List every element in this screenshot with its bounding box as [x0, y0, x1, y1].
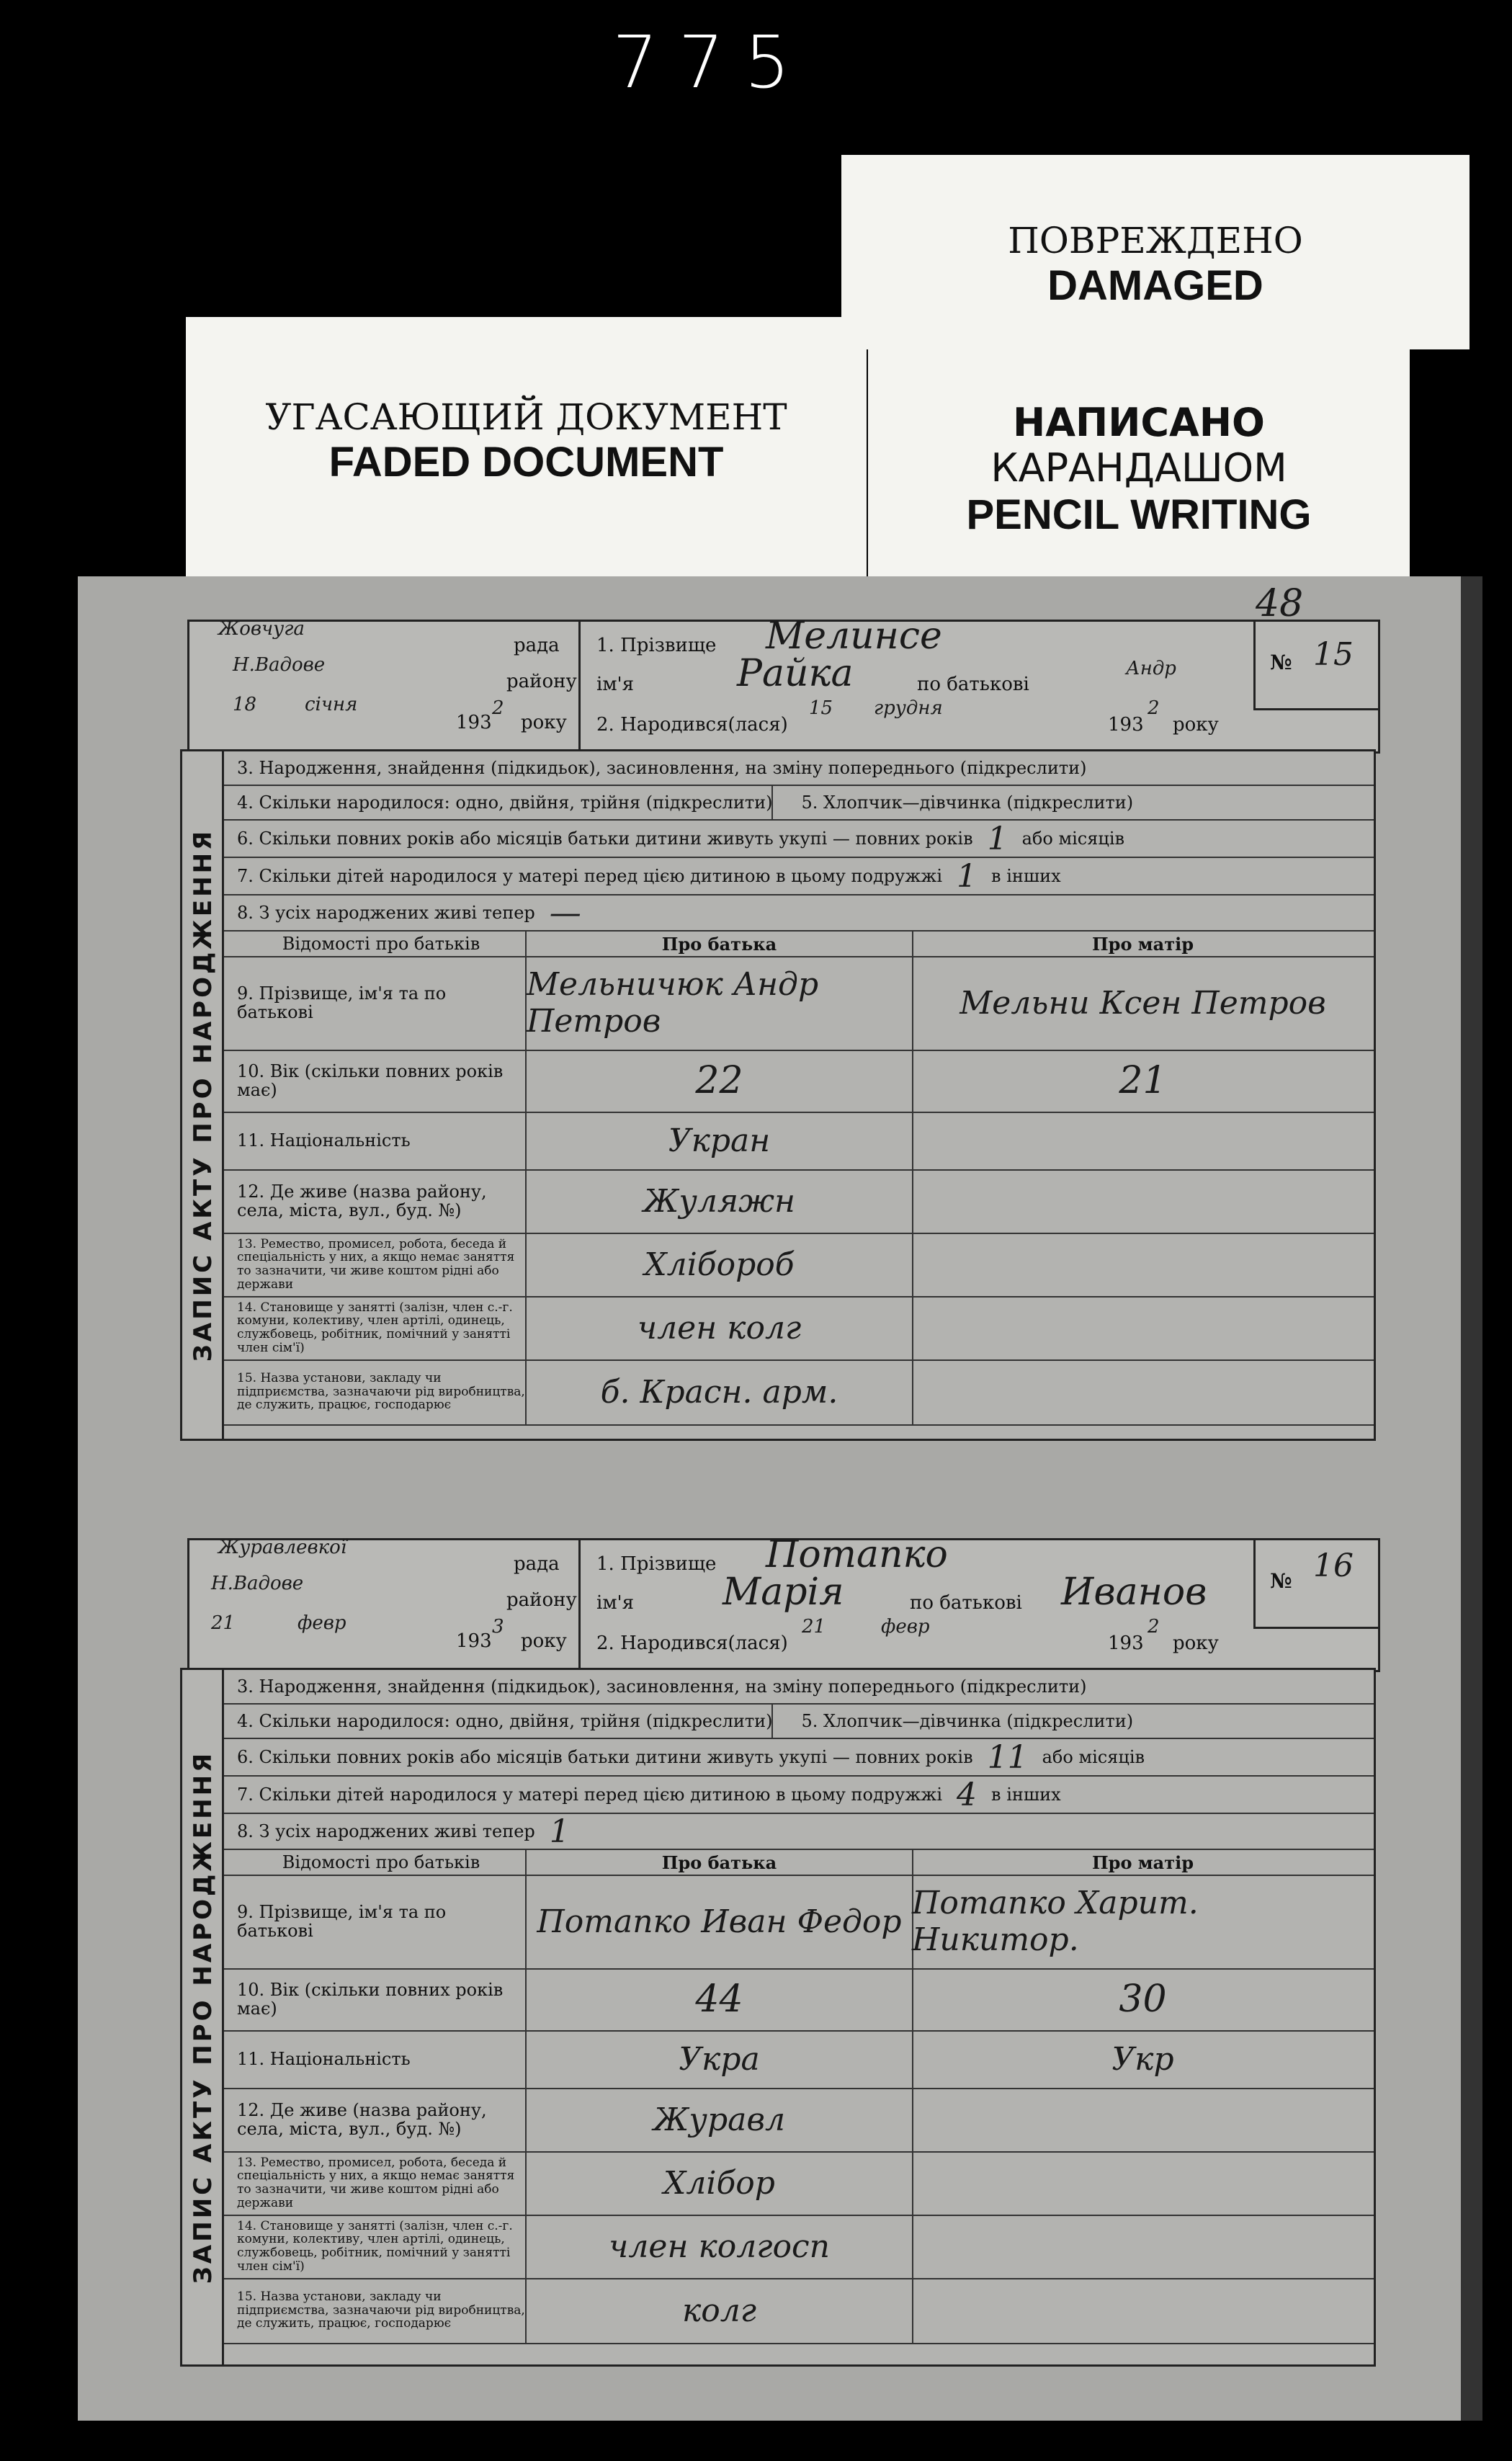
r1-parents-header: Відомості про батьків Про батька Про матір	[224, 932, 1374, 957]
r2-name-label: ім'я	[596, 1592, 635, 1614]
r2-name-value: Марія	[723, 1571, 844, 1614]
r2-number-value: 16	[1313, 1547, 1354, 1584]
r1-corner-number: 48	[1256, 582, 1304, 625]
r1-fields	[222, 749, 1376, 1441]
r1-side-title: ЗАПИС АКТУ ПРО НАРОДЖЕННЯ	[180, 749, 226, 1441]
r1-row7: 7. Скільки дітей народилося у матері перед цією дитиною в цьому подружжі 1 в інших	[224, 858, 1374, 895]
r2-date-month: февр	[298, 1612, 346, 1634]
r2-roku-label: року	[521, 1630, 567, 1652]
r2-year-prefix: 193	[456, 1630, 492, 1652]
r1-born-label: 2. Народився(лася)	[596, 714, 788, 736]
r1-year: 2	[492, 697, 504, 719]
r1-number-label: №	[1270, 651, 1292, 674]
r1-patronymic-label: по батькові	[917, 674, 1029, 695]
r2-rayonu-value: Н.Вадове	[211, 1573, 304, 1594]
r1-born-roku: року	[1173, 714, 1219, 736]
r1-row11: 11. Національність Укран	[224, 1112, 1374, 1171]
r1-surname-label: 1. Прізвище	[596, 635, 717, 656]
r1-row13: 13. Ремество, промисел, робота, беседа й спеціальність у них, а якщо немає заняття то зазначити, чи живе коштом рідні або держави Хлібороб	[224, 1233, 1374, 1298]
r2-born-day: 21	[802, 1616, 826, 1638]
r1-rayonu-value: Н.Вадове	[233, 654, 326, 676]
r2-number-label: №	[1270, 1569, 1292, 1593]
r1-patronymic-value: Андр	[1126, 658, 1176, 679]
r1-name-label: ім'я	[596, 674, 635, 695]
r1-name-value: Райка	[737, 652, 854, 695]
damaged-label	[841, 155, 1469, 349]
r1-rada-value: Жовчуга	[218, 618, 305, 640]
r2-row14: 14. Становище у занятті (залізн, член с.-г. комуни, колективу, член артілі, одинець, службовець, робітник, помічний у занятті член сім'ї) член колгосп	[224, 2215, 1374, 2279]
r2-born-year-prefix: 193	[1108, 1633, 1144, 1654]
birth-record-1	[108, 582, 1376, 1441]
r2-parents-header: Відомості про батьків Про батька Про матір	[224, 1850, 1374, 1876]
r2-rayonu-label: району	[506, 1589, 577, 1611]
r1-born-year-prefix: 193	[1108, 714, 1144, 736]
birth-record-2	[108, 1533, 1376, 2367]
faded-label-ru: УГАСАЮЩИЙ ДОКУМЕНТ	[265, 396, 787, 438]
r1-roku-label: року	[521, 712, 567, 733]
r2-surname-value: Потапко	[766, 1533, 948, 1576]
r1-row3: 3. Народження, знайдення (підкидьок), засиновлення, на зміну попереднього (підкреслити)	[224, 751, 1374, 786]
r2-row4-5: 4. Скільки народилося: одно, двійня, трійня (підкреслити) 5. Хлопчик—дівчинка (підкреслити)	[224, 1705, 1374, 1739]
faded-label	[186, 317, 867, 580]
pencil-label-line2: КАРАНДАШОМ	[990, 445, 1287, 491]
r2-born-label: 2. Народився(лася)	[596, 1633, 788, 1654]
pencil-label	[868, 349, 1410, 580]
damaged-label-en: DAMAGED	[1047, 262, 1263, 309]
page-number: 775	[612, 20, 810, 104]
record-2-header	[187, 1533, 1380, 1672]
r2-born-roku: року	[1173, 1633, 1219, 1654]
r2-year: 3	[492, 1616, 504, 1638]
r1-rada-label: рада	[514, 635, 560, 656]
r2-row6: 6. Скільки повних років або місяців батьки дитини живуть укупі — повних років 11 або місяців	[224, 1739, 1374, 1777]
r2-patronymic-label: по батькові	[910, 1592, 1022, 1614]
r2-row15: 15. Назва установи, закладу чи підприємства, зазначаючи рід виробництва, де служить, працює, господарює колг	[224, 2278, 1374, 2344]
r2-row11: 11. Національність Укра Укр	[224, 2030, 1374, 2089]
r1-row8: 8. З усіх народжених живі тепер —	[224, 895, 1374, 932]
r1-rayonu-label: району	[506, 671, 577, 692]
r1-date-month: січня	[305, 694, 358, 715]
r1-row9: 9. Прізвище, ім'я та по батькові Мельничюк Андр Петров Мельни Ксен Петров	[224, 956, 1374, 1051]
r2-rada-label: рада	[514, 1553, 560, 1575]
r2-row13: 13. Ремество, промисел, робота, беседа й спеціальність у них, а якщо немає заняття то зазначити, чи живе коштом рідні або держави Хлібор	[224, 2151, 1374, 2216]
record-1-header	[187, 582, 1380, 754]
r1-born-year: 2	[1148, 697, 1160, 719]
r2-row7: 7. Скільки дітей народилося у матері перед цією дитиною в цьому подружжі 4 в інших	[224, 1777, 1374, 1814]
r2-born-month: февр	[881, 1616, 930, 1638]
damaged-label-ru: ПОВРЕЖДЕНО	[1008, 220, 1303, 262]
r2-row9: 9. Прізвище, ім'я та по батькові Потапко Иван Федор Потапко Харит. Никитор.	[224, 1875, 1374, 1970]
r1-row12: 12. Де живе (назва району, села, міста, вул., буд. №) Жуляжн	[224, 1169, 1374, 1234]
faded-label-en: FADED DOCUMENT	[328, 439, 724, 486]
r2-row8: 8. З усіх народжених живі тепер 1	[224, 1814, 1374, 1850]
pencil-label-line3: PENCIL WRITING	[966, 491, 1312, 538]
r1-year-prefix: 193	[456, 712, 492, 733]
r2-row12: 12. Де живе (назва району, села, міста, вул., буд. №) Журавл	[224, 2088, 1374, 2153]
r2-number-box	[1253, 1540, 1378, 1629]
r2-patronymic-value: Иванов	[1061, 1571, 1207, 1614]
r2-date-day: 21	[211, 1612, 236, 1634]
r1-row6: 6. Скільки повних років або місяців батьки дитини живуть укупі — повних років 1 або місяців	[224, 821, 1374, 858]
pencil-label-line1: НАПИСАНО	[1013, 400, 1265, 445]
r2-row10: 10. Вік (скільки повних років має) 44 30	[224, 1968, 1374, 2032]
r1-row10: 10. Вік (скільки повних років має) 22 21	[224, 1050, 1374, 1113]
r1-number-box	[1253, 622, 1378, 710]
r2-row3: 3. Народження, знайдення (підкидьок), засиновлення, на зміну попереднього (підкреслити)	[224, 1670, 1374, 1705]
r2-side-title: ЗАПИС АКТУ ПРО НАРОДЖЕННЯ	[180, 1668, 226, 2367]
r2-surname-label: 1. Прізвище	[596, 1553, 717, 1575]
r1-number-value: 15	[1313, 636, 1354, 673]
r2-fields	[222, 1668, 1376, 2367]
r1-row14: 14. Становище у занятті (залізн, член с.-г. комуни, колективу, член артілі, одинець, службовець, робітник, помічний у занятті член сім'ї) член колг	[224, 1296, 1374, 1361]
r2-rada-value: Журавлевкої	[218, 1537, 347, 1558]
r1-born-day: 15	[809, 697, 833, 719]
r1-surname-value: Мелинсe	[766, 615, 942, 658]
r1-row15: 15. Назва установи, закладу чи підприємства, зазначаючи рід виробництва, де служить, працює, господарює б. Красн. арм.	[224, 1359, 1374, 1426]
r1-born-month: грудня	[874, 697, 943, 719]
r1-row4-5: 4. Скільки народилося: одно, двійня, трійня (підкреслити) 5. Хлопчик—дівчинка (підкреслити)	[224, 786, 1374, 821]
r2-born-year: 2	[1148, 1616, 1160, 1638]
r1-date-day: 18	[233, 694, 257, 715]
